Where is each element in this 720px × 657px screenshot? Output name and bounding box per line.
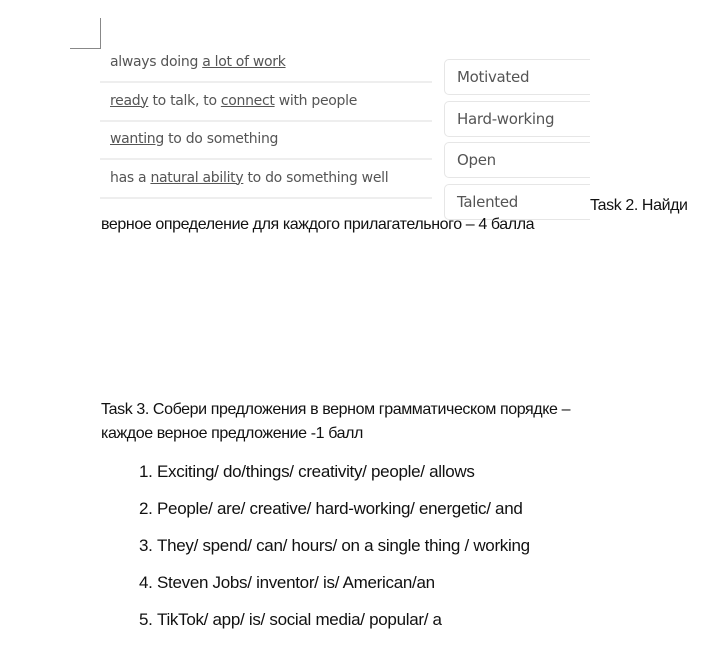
underlined-phrase: a lot of work: [202, 54, 286, 70]
list-item: 2. People/ are/ creative/ hard-working/ energetic/ and: [157, 497, 530, 534]
option-talented[interactable]: Talented: [444, 184, 590, 220]
list-item: 3. They/ spend/ can/ hours/ on a single thing / working: [157, 534, 530, 571]
task3-title: Task 3. Собери предложения в верном грамматическом порядке –: [101, 401, 571, 418]
definition-text: with people: [274, 92, 358, 109]
definition-item[interactable]: [100, 124, 432, 160]
task2-title-cont: верное определение для каждого прилагательного – 4 балла: [101, 216, 535, 233]
underlined-phrase: wanting: [110, 131, 164, 147]
task3-list: [100, 460, 530, 645]
underlined-phrase: natural ability: [150, 169, 244, 186]
definition-text: to do something: [163, 131, 279, 147]
definition-text: always doing: [110, 54, 203, 70]
definition-text: to talk, to: [148, 92, 221, 109]
definition-item[interactable]: [100, 163, 432, 199]
definition-text: to do something well: [243, 169, 389, 186]
list-item: 5. TikTok/ app/ is/ social media/ popular/ a: [157, 608, 530, 645]
task3-title-cont: каждое верное предложение -1 балл: [101, 425, 363, 442]
underlined-phrase: ready: [110, 92, 149, 109]
option-hard-working[interactable]: Hard-working: [444, 101, 590, 137]
definition-item[interactable]: [100, 47, 432, 83]
page-corner-mark: [70, 18, 101, 49]
list-item: 1. Exciting/ do/things/ creativity/ people/ allows: [157, 460, 530, 497]
definition-item[interactable]: [100, 86, 432, 122]
task2-title: Task 2. Найди: [590, 197, 688, 214]
definition-text: has a: [110, 169, 151, 186]
underlined-phrase: connect: [220, 92, 275, 109]
option-motivated[interactable]: Motivated: [444, 59, 590, 95]
option-open[interactable]: Open: [444, 142, 590, 178]
list-item: 4. Steven Jobs/ inventor/ is/ American/an: [157, 571, 530, 608]
